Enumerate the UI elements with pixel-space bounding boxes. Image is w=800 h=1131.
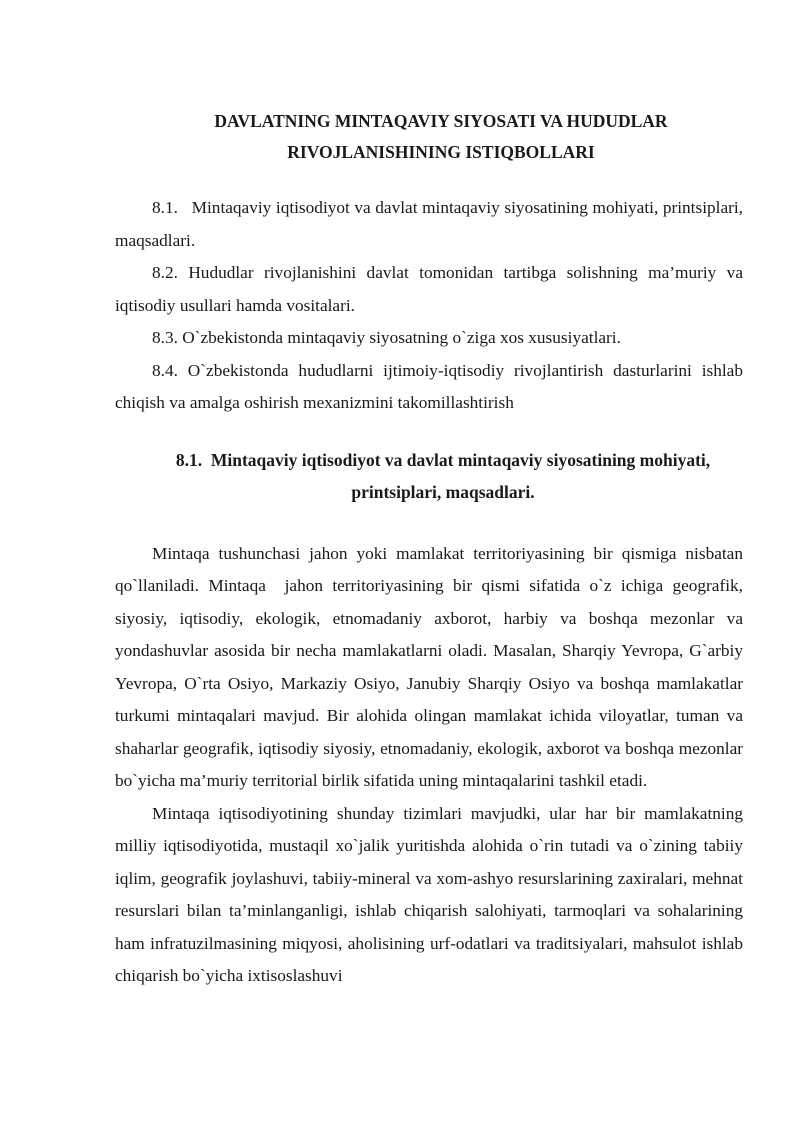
document-title-line-1: DAVLATNING MINTAQAVIY SIYOSATI VA HUDUDLAR bbox=[214, 111, 668, 131]
toc-item-8-2: 8.2. Hududlar rivojlanishini davlat tomonidan tartibga solishning ma’muriy va iqtisodiy usullari hamda vositalari. bbox=[115, 263, 743, 315]
section-heading-line-1: 8.1. Mintaqaviy iqtisodiyot va davlat mintaqaviy siyosatining mohiyati, bbox=[175, 449, 711, 470]
section-body bbox=[115, 538, 743, 993]
document-title-line-2: RIVOJLANISHINING ISTIQBOLLARI bbox=[287, 142, 595, 162]
section-heading-line-2: printsiplari, maqsadlari. bbox=[351, 481, 535, 502]
body-paragraph-1: Mintaqa tushunchasi jahon yoki mamlakat territoriyasining bir qismiga nisbatan qo`llaniladi. Mintaqa jahon territoriyasining bir qismi sifatida o`z ichiga geografik, siyosiy, iqtisodiy, ekologik, etnomadaniy axborot, harbiy va boshqa mezonlar va yondashuvlar asosida bir necha mamlakatlarni oladi. Masalan, Sharqiy Yevropa, G`arbiy Yevropa, O`rta Osiyo, Markaziy Osiyo, Janubiy Sharqiy Osiyo va boshqa mamlakatlar turkumi mintaqalari mavjud. Bir alohida olingan mamlakat ichida viloyatlar, tuman va shaharlar geografik, iqtisodiy siyosiy, etnomadaniy, ekologik, axborot va boshqa mezonlar bo`yicha ma’muriy territorial birlik sifatida uning mintaqalarini tashkil etadi. bbox=[115, 543, 743, 790]
table-of-contents bbox=[115, 192, 743, 420]
toc-item-8-3: 8.3. O`zbekistonda mintaqaviy siyosatning o`ziga xos xususiyatlari. bbox=[152, 328, 621, 347]
toc-item-8-4: 8.4. O`zbekistonda hududlarni ijtimoiy-iqtisodiy rivojlantirish dasturlarini ishlab chiqish va amalga oshirish mexanizmini takomillashtirish bbox=[115, 360, 743, 412]
body-paragraph-2: Mintaqa iqtisodiyotining shunday tizimlari mavjudki, ular har bir mamlakatning milliy iqtisodiyotida, mustaqil xo`jalik yuritishda alohida o`rin tutadi va o`zining tabiiy iqlim, geografik joylashuvi, tabiiy-mineral va xom-ashyo resurslarining zaxiralari, mehnat resurslari bilan ta’minlanganligi, ishlab chiqarish salohiyati, tarmoqlari va sohalarining ham infratuzilmasining miqyosi, aholisining urf-odatlari va traditsiyalari, mahsulot ishlab chiqarish bo`yicha ixtisoslashuvi bbox=[115, 803, 743, 985]
document-page bbox=[115, 106, 743, 993]
toc-item-8-1: 8.1. Mintaqaviy iqtisodiyot va davlat mintaqaviy siyosatining mohiyati, printsiplari, maqsadlari. bbox=[115, 198, 743, 250]
document-title bbox=[115, 106, 743, 168]
section-heading bbox=[115, 444, 743, 508]
